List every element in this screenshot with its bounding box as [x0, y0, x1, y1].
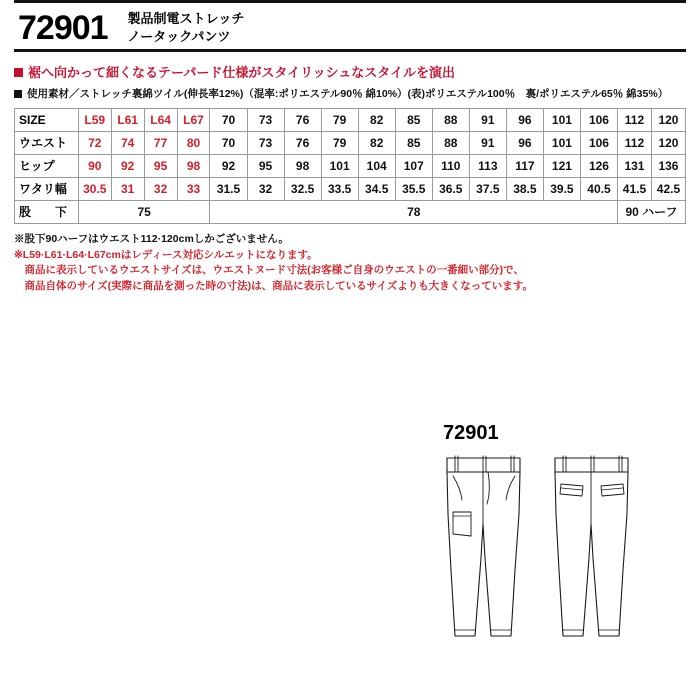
cell: 136 [651, 154, 685, 177]
table-row [15, 154, 686, 177]
cell: 131 [618, 154, 652, 177]
cell: 107 [395, 154, 432, 177]
pants-front-illustration [447, 456, 520, 636]
cell: 120 [651, 108, 685, 131]
cell: 32 [144, 177, 177, 200]
cell: 120 [651, 131, 685, 154]
cell: L61 [111, 108, 144, 131]
cell: 98 [177, 154, 210, 177]
row-label: 股 下 [15, 200, 79, 223]
cell: 96 [506, 108, 543, 131]
cell: 36.5 [432, 177, 469, 200]
cell: 70 [210, 131, 247, 154]
cell: 91 [469, 108, 506, 131]
illustration-block [0, 400, 700, 700]
cell-inseam-ladies: 75 [78, 200, 210, 223]
cell: 85 [395, 108, 432, 131]
cell: 101 [543, 108, 580, 131]
cell: 76 [284, 131, 321, 154]
product-header [14, 0, 686, 52]
cell: 70 [210, 108, 247, 131]
product-name-line2: ノータックパンツ [127, 29, 231, 44]
cell: 88 [432, 131, 469, 154]
cell: 33.5 [321, 177, 358, 200]
feature-block [14, 64, 686, 102]
cell: 74 [111, 131, 144, 154]
cell: 106 [580, 131, 617, 154]
cell: 32 [247, 177, 284, 200]
size-table [14, 108, 686, 224]
cell: 92 [210, 154, 247, 177]
feature-headline: 裾へ向かって細くなるテーパード仕様がスタイリッシュなスタイルを演出 [28, 65, 456, 80]
cell: 41.5 [618, 177, 652, 200]
cell: 35.5 [395, 177, 432, 200]
cell: 110 [432, 154, 469, 177]
cell: 112 [618, 131, 652, 154]
row-label: ウエスト [15, 131, 79, 154]
row-label: ワタリ幅 [15, 177, 79, 200]
cell: 101 [543, 131, 580, 154]
cell: 80 [177, 131, 210, 154]
illustration-title: 72901 [443, 422, 499, 444]
cell: 76 [284, 108, 321, 131]
cell: 37.5 [469, 177, 506, 200]
cell: 126 [580, 154, 617, 177]
cell-inseam-big: 90 ハーフ [618, 200, 686, 223]
cell: 31 [111, 177, 144, 200]
cell: 73 [247, 131, 284, 154]
material-row [14, 87, 686, 102]
cell: 91 [469, 131, 506, 154]
cell: 96 [506, 131, 543, 154]
cell-inseam-mens: 78 [210, 200, 618, 223]
row-label: ヒップ [15, 154, 79, 177]
cell: 40.5 [580, 177, 617, 200]
table-row-inseam [15, 200, 686, 223]
cell: 30.5 [78, 177, 111, 200]
size-table-wrap [14, 108, 686, 224]
cell: 39.5 [543, 177, 580, 200]
note-3: 商品自体のサイズ(実際に商品を測った時の寸法)は、商品に表示しているサイズよりも大きくなっています。 [14, 280, 533, 293]
cell: 104 [358, 154, 395, 177]
cell: 82 [358, 108, 395, 131]
cell: 85 [395, 131, 432, 154]
note-2: 商品に表示しているウエストサイズは、ウエストヌード寸法(お客様ご自身のウエストの一番細い部分)で、 [14, 264, 524, 277]
material-text: 使用素材／ストレッチ裏綿ツイル(伸長率12%)（混率:ポリエステル90％ 綿10%）(表)ポリエステル100％ 裏/ポリエステル65％ 綿35%） [27, 88, 669, 101]
cell: 82 [358, 131, 395, 154]
red-square-bullet-icon [14, 68, 23, 77]
cell: 90 [78, 154, 111, 177]
cell: 42.5 [651, 177, 685, 200]
table-row [15, 108, 686, 131]
cell: 95 [144, 154, 177, 177]
cell: 117 [506, 154, 543, 177]
cell: 121 [543, 154, 580, 177]
table-row [15, 177, 686, 200]
cell: 73 [247, 108, 284, 131]
cell: 33 [177, 177, 210, 200]
pants-illustration [395, 450, 695, 670]
cell: 92 [111, 154, 144, 177]
cell: 32.5 [284, 177, 321, 200]
cell: 88 [432, 108, 469, 131]
cell: 72 [78, 131, 111, 154]
pants-back-illustration [555, 456, 628, 636]
cell: L67 [177, 108, 210, 131]
cell: 113 [469, 154, 506, 177]
cell: 77 [144, 131, 177, 154]
cell: 98 [284, 154, 321, 177]
row-label: SIZE [15, 108, 79, 131]
notes-block [14, 232, 686, 295]
note-1: ※L59·L61·L64·L67cmはレディース対応シルエットになります。 [14, 248, 318, 261]
cell: 79 [321, 108, 358, 131]
feature-headline-row [14, 64, 686, 82]
note-0: ※股下90ハーフはウエスト112·120cmしかございません。 [14, 232, 289, 245]
black-square-bullet-icon [14, 90, 22, 98]
table-row [15, 131, 686, 154]
cell: 31.5 [210, 177, 247, 200]
product-number: 72901 [18, 9, 108, 47]
product-name-line1: 製品制電ストレッチ [127, 11, 245, 27]
cell: 79 [321, 131, 358, 154]
cell: 95 [247, 154, 284, 177]
cell: L59 [78, 108, 111, 131]
cell: 34.5 [358, 177, 395, 200]
cell: 112 [618, 108, 652, 131]
cell: L64 [144, 108, 177, 131]
product-name [128, 10, 245, 45]
cell: 101 [321, 154, 358, 177]
cell: 38.5 [506, 177, 543, 200]
cell: 106 [580, 108, 617, 131]
